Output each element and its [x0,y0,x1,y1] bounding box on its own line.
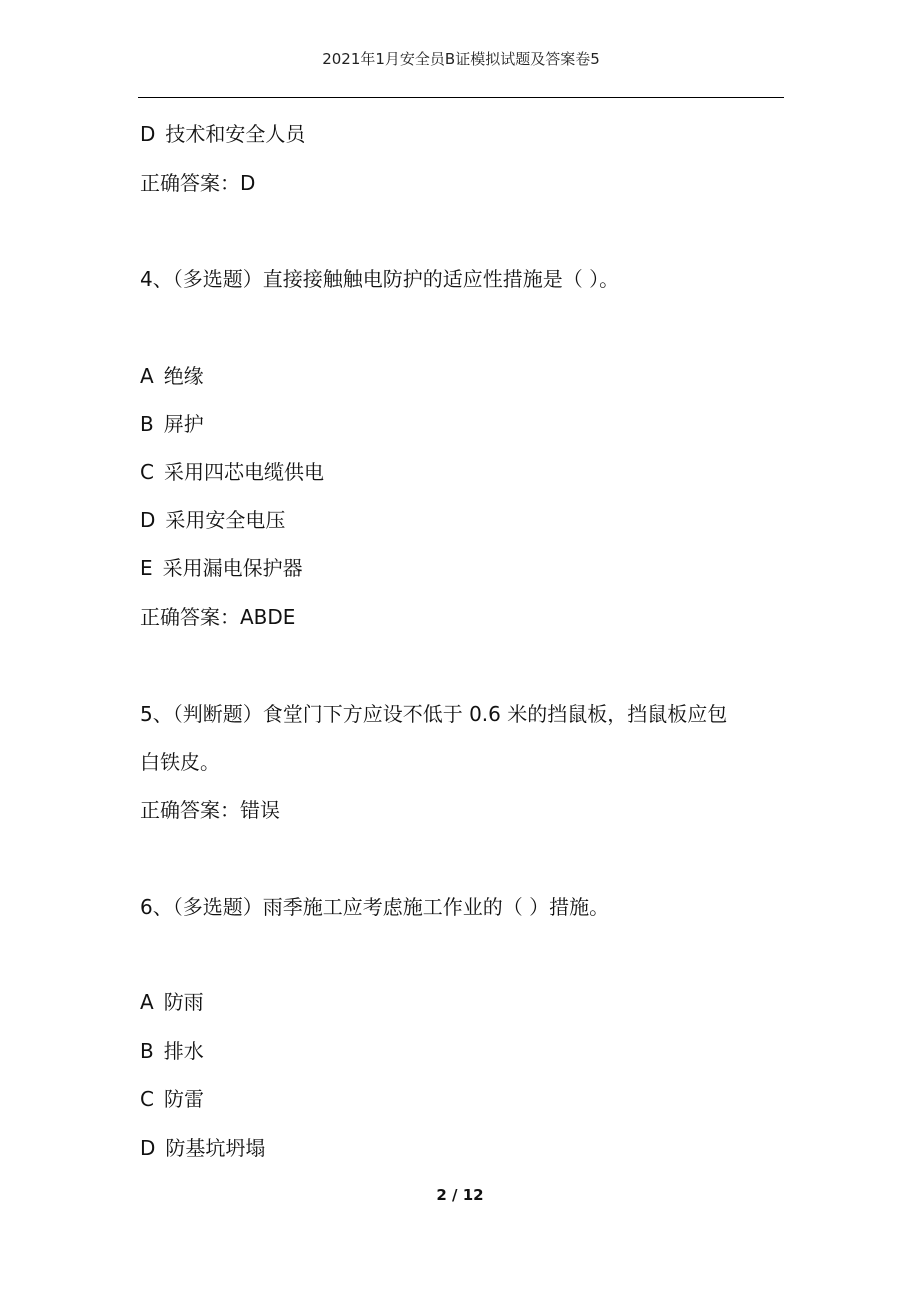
option-letter: C [140,1087,154,1111]
document-header-title: 2021年1月安全员B证模拟试题及答案卷5 [322,50,600,68]
option-letter: D [140,508,156,532]
question-4-stem: 4、（多选题）直接接触触电防护的适应性措施是（ ）。 [140,267,620,291]
option-letter: A [140,364,154,388]
q6-option-c [140,1085,204,1113]
q4-option-e [140,554,303,582]
q4-option-a [140,362,204,390]
option-letter: E [140,556,153,580]
option-text: 采用四芯电缆供电 [163,460,324,484]
option-text: 防基坑坍塌 [165,1136,266,1160]
option-letter: D [140,122,156,146]
option-text: 排水 [163,1039,204,1063]
q4-option-b [140,410,204,438]
q6-option-b [140,1037,204,1065]
q4-option-c [140,458,324,486]
option-letter: B [140,412,154,436]
option-letter: D [140,1136,156,1160]
option-text: 防雷 [163,1087,204,1111]
option-text: 绝缘 [163,364,204,388]
question-4-answer: 正确答案：ABDE [140,605,296,629]
question-5-stem-line1: 5、（判断题）食堂门下方应设不低于 0.6 米的挡鼠板，挡鼠板应包 [140,702,728,726]
option-text: 技术和安全人员 [165,122,306,146]
q6-option-a [140,988,204,1016]
option-letter: C [140,460,154,484]
question-6-stem: 6、（多选题）雨季施工应考虑施工作业的（ ）措施。 [140,895,610,919]
option-text: 屏护 [163,412,204,436]
option-text: 采用安全电压 [165,508,286,532]
q4-option-d [140,506,285,534]
question-5-answer: 正确答案：错误 [140,798,280,822]
q6-option-d [140,1134,265,1162]
option-text: 防雨 [163,990,204,1014]
option-d-prev [140,120,305,148]
option-text: 采用漏电保护器 [162,556,303,580]
option-letter: A [140,990,154,1014]
header-divider [138,97,784,98]
option-letter: B [140,1039,154,1063]
prev-answer: 正确答案：D [140,171,256,195]
question-5-stem-line2: 白铁皮。 [140,750,220,774]
page-indicator: 2 / 12 [436,1186,484,1204]
